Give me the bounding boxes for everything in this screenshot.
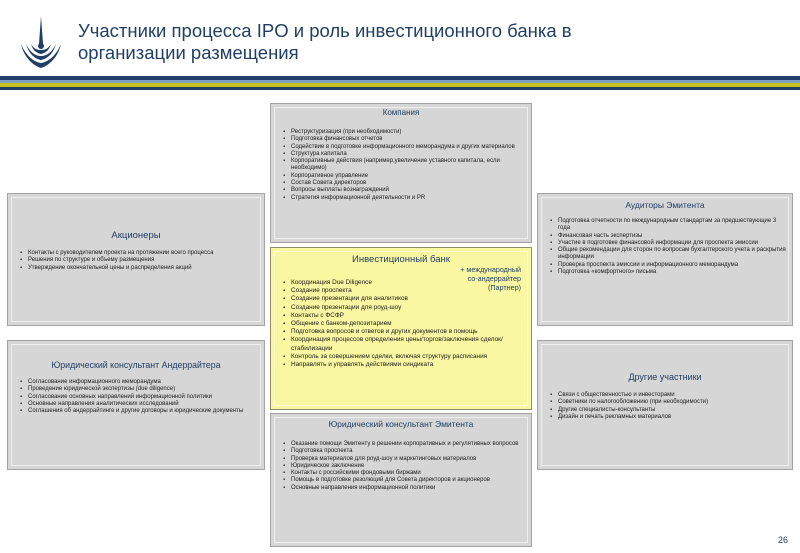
shareholders-box xyxy=(7,193,265,326)
list-item: ▪ Координация процессов определения цены/торгов/заключения сделок/стабилизации xyxy=(283,336,527,352)
list-item: ▪ Решения по структуре и объему размещения xyxy=(20,257,260,264)
list-item: ▪ Корпоративные действия (например,увеличение уставного капитала, если необходимо) xyxy=(283,158,527,173)
stripe-dark-bottom xyxy=(0,87,800,91)
winged-emblem-icon xyxy=(18,14,64,70)
co-underwriter-line-2: со-андеррайтер xyxy=(467,274,521,283)
other-participants-list xyxy=(538,392,792,421)
shareholders-list xyxy=(8,250,264,272)
list-item: ▪ Контакты с российскими фондовыми биржами xyxy=(283,470,527,477)
list-item: ▪ Другие специалисты-консультанты xyxy=(550,407,788,414)
investment-bank-box xyxy=(270,247,532,410)
list-item: ▪ Финансовая часть экспертизы xyxy=(550,233,788,240)
list-item: ▪ Координация Due Diligence xyxy=(283,279,527,287)
list-item: ▪ Советники по налогообложению (при необходимости) xyxy=(550,399,788,406)
investment-bank-list xyxy=(271,279,531,369)
shareholders-heading: Акционеры xyxy=(111,230,161,241)
underwriter-legal-box xyxy=(7,340,265,470)
list-item: ▪ Создание презентации для роуд-шоу xyxy=(283,304,527,312)
list-item: ▪ Стратегия информационной деятельности и PR xyxy=(283,195,527,202)
list-item: ▪ Корпоративное управление xyxy=(283,173,527,180)
list-item: ▪ Контакты с ФСФР xyxy=(283,312,527,320)
co-underwriter-line-1: + международный xyxy=(460,265,521,274)
company-list xyxy=(271,129,531,202)
list-item: ▪ Создание презентации для аналитиков xyxy=(283,295,527,303)
list-item: ▪ Основные направления аналитических исследований xyxy=(20,401,260,408)
list-item: ▪ Связи с общественностью и инвесторами xyxy=(550,392,788,399)
list-item: ▪ Дизайн и печать рекламных материалов xyxy=(550,414,788,421)
page-number: 26 xyxy=(777,535,788,545)
list-item: ▪ Утверждение окончательной цены и распределения акций xyxy=(20,265,260,272)
auditors-list xyxy=(538,218,792,276)
title-line-1: Участники процесса IPO и роль инвестиционного банка в xyxy=(78,20,572,41)
list-item: ▪ Подготовка «комфортного» письма xyxy=(550,269,788,276)
issuer-legal-heading: Юридический консультант Эмитента xyxy=(328,419,474,429)
list-item: ▪ Создание проспекта xyxy=(283,287,527,295)
list-item: ▪ Состав Совета директоров xyxy=(283,180,527,187)
underwriter-legal-list xyxy=(8,379,264,415)
list-item: ▪ Подготовка вопросов и ответов и других документов в помощь xyxy=(283,328,527,336)
list-item: ▪ Направлять и управлять действиями синдиката xyxy=(283,361,527,369)
list-item: ▪ Согласование информационного меморандума xyxy=(20,379,260,386)
underwriter-legal-heading: Юридический консультант Андеррайтера xyxy=(51,360,221,370)
list-item: ▪ Содействие в подготовке информационного меморандума и других материалов xyxy=(283,144,527,151)
list-item: ▪ Согласование основных направлений информационной политики xyxy=(20,394,260,401)
list-item: ▪ Подготовка отчетности по международным стандартам за предшествующие 3 года xyxy=(550,218,788,233)
list-item: ▪ Общие рекомендации для сторон по вопросам бухгалтерского учета и раскрытия информации xyxy=(550,247,788,262)
company-heading: Компания xyxy=(382,108,420,117)
list-item: ▪ Реструктуризация (при необходимости) xyxy=(283,129,527,136)
issuer-legal-box xyxy=(270,413,532,547)
list-item: ▪ Проведение юридической экспертизы (due diligence) xyxy=(20,386,260,393)
list-item: ▪ Вопросы выплаты вознаграждений xyxy=(283,187,527,194)
list-item: ▪ Контроль за совершением сделки, включая структуру расписания xyxy=(283,353,527,361)
list-item: ▪ Контакты с руководителем проекта на протяжении всего процесса xyxy=(20,250,260,257)
auditors-box xyxy=(537,193,793,326)
list-item: ▪ Подготовка финансовых отчетов xyxy=(283,136,527,143)
company-box xyxy=(270,103,532,243)
list-item: ▪ Помощь в подготовке резолюций для Совета директоров и акционеров xyxy=(283,477,527,484)
title-line-2: организации размещения xyxy=(78,42,299,63)
page-title xyxy=(78,20,718,64)
issuer-legal-list xyxy=(271,441,531,492)
co-underwriter-line-3: (Партнер) xyxy=(487,283,521,292)
list-item: ▪ Юридическое заключение xyxy=(283,463,527,470)
header-stripes xyxy=(0,76,800,90)
list-item: ▪ Участие в подготовке финансовой информации для проспекта эмиссии xyxy=(550,240,788,247)
list-item: ▪ Общение с банком-депозитарием xyxy=(283,320,527,328)
list-item: ▪ Проверка проспекта эмиссии и информационного меморандума xyxy=(550,262,788,269)
list-item: ▪ Проверка материалов для роуд-шоу и маркетинговых материалов xyxy=(283,456,527,463)
list-item: ▪ Оказание помощи Эмитенту в решении корпоративных и регулятивных вопросов xyxy=(283,441,527,448)
list-item: ▪ Подготовка проспекта xyxy=(283,448,527,455)
list-item: ▪ Соглашения об андеррайтинге и другие договоры и юридические документы xyxy=(20,408,260,415)
auditors-heading: Аудиторы Эмитента xyxy=(625,200,705,210)
other-participants-box xyxy=(537,340,793,470)
list-item: ▪ Структура капитала xyxy=(283,151,527,158)
list-item: ▪ Основные направления информационной политики xyxy=(283,485,527,492)
other-participants-heading: Другие участники xyxy=(628,372,702,382)
investment-bank-heading: Инвестиционный банк xyxy=(352,254,450,265)
